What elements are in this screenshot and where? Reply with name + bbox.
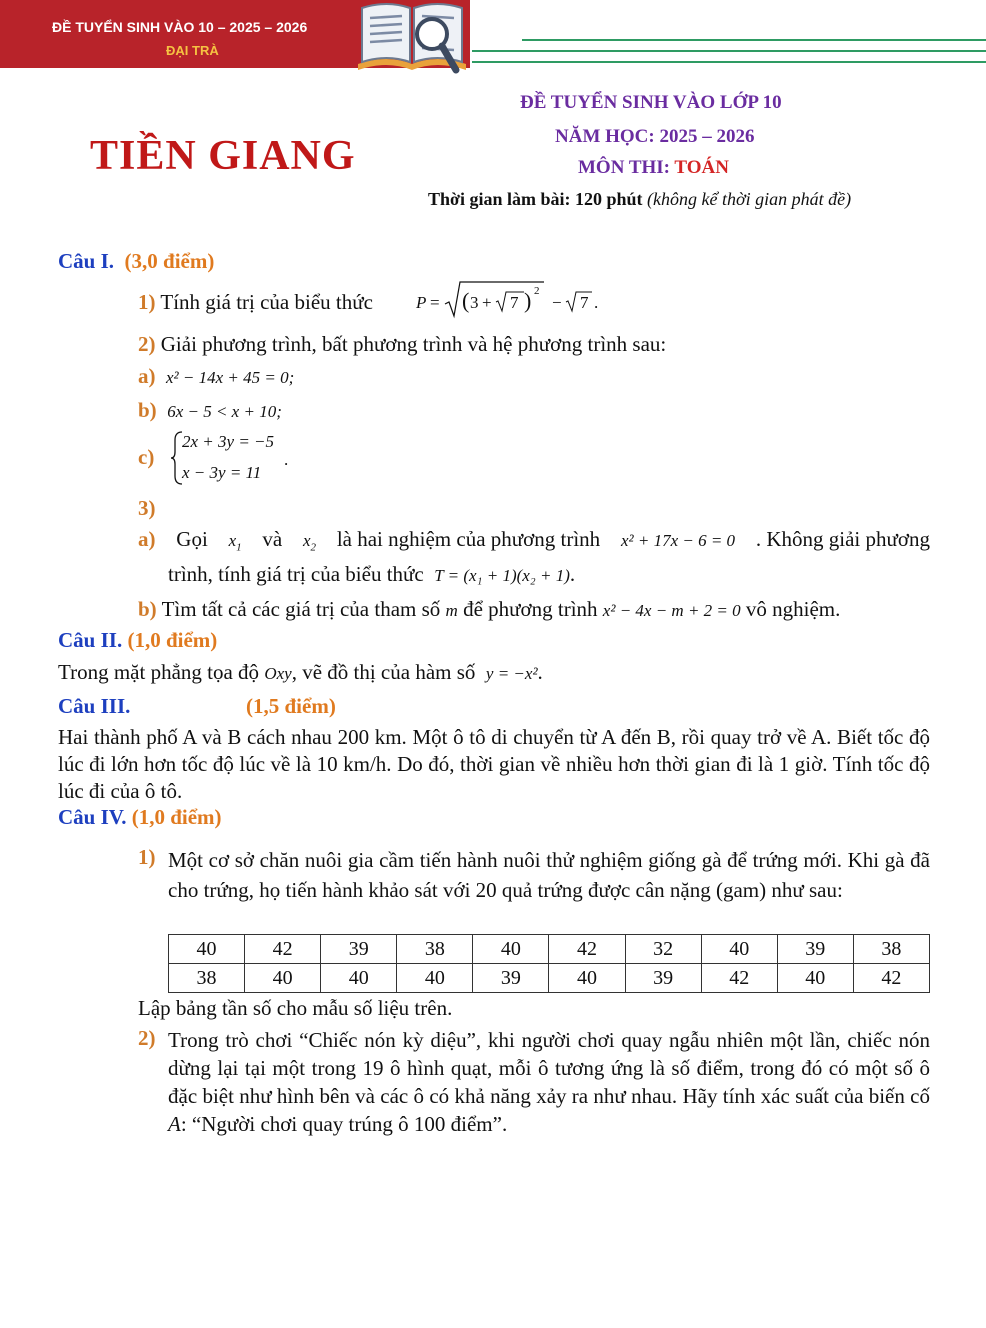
svg-text:): ) bbox=[524, 288, 532, 313]
table-row bbox=[169, 964, 930, 993]
table-cell: 40 bbox=[245, 964, 321, 993]
subject-name: TOÁN bbox=[674, 157, 729, 178]
table-cell: 38 bbox=[169, 964, 245, 993]
table-row bbox=[169, 935, 930, 964]
q1-expression-P bbox=[414, 276, 614, 322]
banner-subtitle: ĐẠI TRÀ bbox=[166, 43, 219, 58]
header-rule-bottom bbox=[472, 61, 986, 63]
table-cell: 39 bbox=[473, 964, 549, 993]
table-cell: 39 bbox=[625, 964, 701, 993]
svg-text:P: P bbox=[416, 293, 427, 312]
svg-text:3: 3 bbox=[470, 293, 479, 312]
q3-label: Câu III. bbox=[58, 694, 131, 718]
svg-text:7: 7 bbox=[580, 293, 589, 312]
svg-text:7: 7 bbox=[510, 293, 519, 312]
q4-part2-text: Trong trò chơi “Chiếc nón kỳ diệu”, khi người chơi quay ngẫu nhiên một lần, chiếc nón dừng lại tại một trong 19 ô hình quạt, mỗi ô tương ứng là số điểm, trong đó có một số ô đặc biệt như hình bên và các ô có khả năng xảy ra như nhau. Hãy tính xác suất của biến cố A: “Người chơi quay trúng ô 100 điểm”. bbox=[168, 1028, 930, 1136]
q4-after-table: Lập bảng tần số cho mẫu số liệu trên. bbox=[138, 996, 453, 1020]
q1-part3: 3) bbox=[138, 496, 156, 520]
q1-2a: a) x² − 14x + 45 = 0; bbox=[138, 364, 295, 388]
table-cell: 42 bbox=[853, 964, 929, 993]
banner-title: ĐỀ TUYỂN SINH VÀO 10 – 2025 – 2026 bbox=[52, 19, 308, 35]
q4-part1-num: 1) bbox=[138, 845, 156, 869]
province-name: TIỀN GIANG bbox=[90, 133, 356, 179]
q1-part2: 2) Giải phương trình, bất phương trình và hệ phương trình sau: bbox=[138, 332, 667, 356]
q3-text: Hai thành phố A và B cách nhau 200 km. Một ô tô di chuyển từ A đến B, rồi quay trở về A. Biết tốc độ lúc đi lớn hơn tốc độ lúc về là 10 km/h. Do đó, thời gian về nhiều hơn thời gian đi là 1 giờ. Tính tốc độ lúc đi của ô tô. bbox=[58, 725, 930, 803]
q1-heading: Câu I. (3,0 điểm) bbox=[58, 249, 215, 273]
svg-text:=: = bbox=[430, 293, 440, 312]
table-cell: 40 bbox=[169, 935, 245, 964]
table-cell: 40 bbox=[321, 964, 397, 993]
table-cell: 38 bbox=[397, 935, 473, 964]
q2-text: Trong mặt phẳng tọa độ Oxy, vẽ đồ thị của hàm số y = −x². bbox=[58, 660, 543, 684]
q1-2c-label: c) bbox=[138, 445, 155, 469]
table-cell: 39 bbox=[777, 935, 853, 964]
table-cell: 40 bbox=[701, 935, 777, 964]
table-cell: 42 bbox=[245, 935, 321, 964]
school-year: NĂM HỌC: 2025 – 2026 bbox=[555, 126, 755, 147]
table-cell: 40 bbox=[473, 935, 549, 964]
table-cell: 42 bbox=[701, 964, 777, 993]
svg-text:2: 2 bbox=[534, 285, 540, 297]
header-rule-top bbox=[522, 39, 986, 41]
exam-title: ĐỀ TUYỂN SINH VÀO LỚP 10 bbox=[520, 92, 782, 113]
svg-text:.: . bbox=[594, 293, 599, 312]
system-eq1: 2x + 3y = −5 bbox=[182, 432, 275, 451]
svg-text:−: − bbox=[552, 293, 562, 312]
table-cell: 42 bbox=[549, 935, 625, 964]
q1-part1: 1) Tính giá trị của biểu thức bbox=[138, 290, 373, 314]
svg-text:(: ( bbox=[462, 288, 470, 313]
q1-2b: b) 6x − 5 < x + 10; bbox=[138, 398, 282, 422]
table-cell: 40 bbox=[397, 964, 473, 993]
table-cell: 40 bbox=[777, 964, 853, 993]
subject-line: MÔN THI: TOÁN bbox=[578, 157, 729, 178]
q4-part2-num: 2) bbox=[138, 1026, 156, 1050]
q3-points: (1,5 điểm) bbox=[246, 694, 336, 718]
svg-text:+: + bbox=[482, 293, 492, 312]
table-cell: 38 bbox=[853, 935, 929, 964]
q4-heading: Câu IV. (1,0 điểm) bbox=[58, 805, 222, 829]
q2-heading: Câu II. (1,0 điểm) bbox=[58, 628, 218, 652]
q4-part1-text: Một cơ sở chăn nuôi gia cầm tiến hành nuôi thử nghiệm giống gà để trứng mới. Khi gà đã cho trứng, họ tiến hành khảo sát với 20 quả trứng được cân nặng (gam) như sau: bbox=[168, 848, 930, 902]
q1-3a-line2: trình, tính giá trị của biểu thức T = (x₁ + 1)(x₂ + 1). bbox=[168, 562, 576, 586]
q1-3b: b) Tìm tất cả các giá trị của tham số m để phương trình x² − 4x − m + 2 = 0 vô nghiệm. bbox=[138, 597, 841, 621]
egg-weight-table bbox=[168, 934, 930, 993]
table-cell: 32 bbox=[625, 935, 701, 964]
table-cell: 40 bbox=[549, 964, 625, 993]
q1-3a-line1: a) Gọi $x_1$ và $x_2$ là hai nghiệm của phương trình x² + 17x − 6 = 0 . Không giải phương bbox=[138, 527, 930, 554]
system-eq2: x − 3y = 11 bbox=[182, 463, 262, 482]
exam-duration: Thời gian làm bài: 120 phút (không kể thời gian phát đề) bbox=[428, 189, 852, 209]
header-rule bbox=[472, 50, 986, 52]
table-cell: 39 bbox=[321, 935, 397, 964]
book-magnifier-icon bbox=[352, 0, 472, 80]
